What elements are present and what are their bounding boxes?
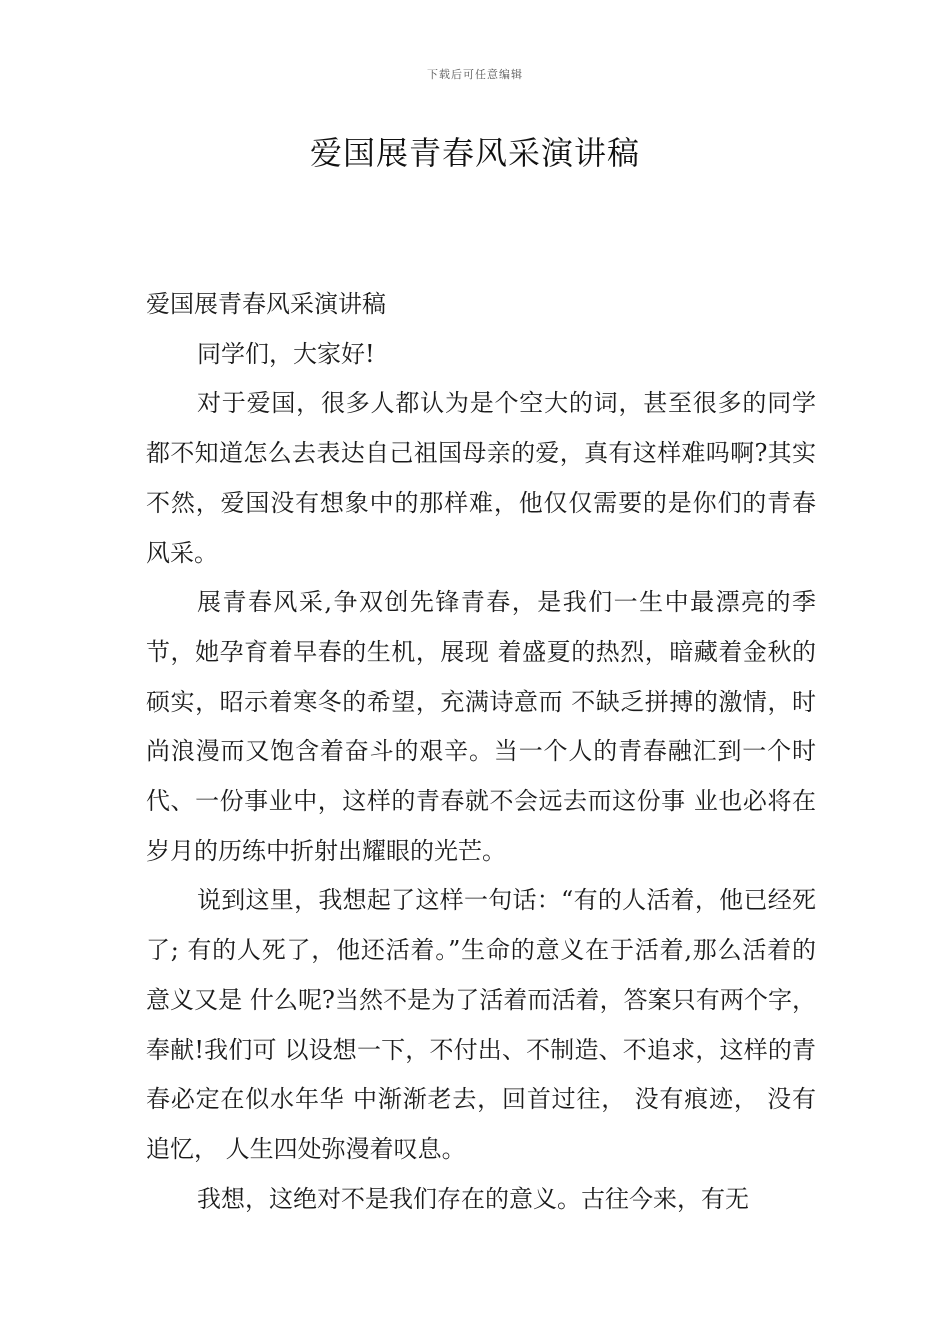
greeting-paragraph: 同学们，大家好! <box>197 339 375 368</box>
body-paragraph: 对于爱国，很多人都认为是个空大的词，甚至很多的同学都不知道怎么去表达自己祖国母亲的爱，真有这样难吗啊?其实不然，爱国没有想象中的那样难，他仅仅需要的是你们的青春风采。 <box>146 389 816 567</box>
document-title: 爱国展青春风采演讲稿 <box>309 134 640 172</box>
body-heading-line: 爱国展青春风采演讲稿 <box>146 290 386 318</box>
document-body <box>146 280 816 1224</box>
body-paragraph: 说到这里，我想起了这样一句话：“有的人活着，他已经死了; 有的人死了，他还活着。”生命的意义在于活着,那么活着的意义又是 什么呢?当然不是为了活着而活着，答案只有两个字，奉献!我们可 以设想一下，不付出、不制造、不追求，这样的青春必定在似水年华 中渐渐老去，回首过往， 没有痕迹， 没有追忆， 人生四处弥漫着叹息。 <box>146 886 816 1163</box>
body-paragraph: 展青春风采,争双创先锋青春，是我们一生中最漂亮的季节，她孕育着早春的生机，展现 着盛夏的热烈，暗藏着金秋的硕实，昭示着寒冬的希望，充满诗意而 不缺乏拼搏的激情，时尚浪漫而又饱含着奋斗的艰辛。当一个人的青春融汇到一个时代、一份事业中，这样的青春就不会远去而这份事 业也必将在岁月的历练中折射出耀眼的光芒。 <box>146 588 816 865</box>
header-note: 下载后可任意编辑 <box>427 68 523 81</box>
body-paragraph: 我想，这绝对不是我们存在的意义。古往今来，有无 <box>197 1184 749 1213</box>
